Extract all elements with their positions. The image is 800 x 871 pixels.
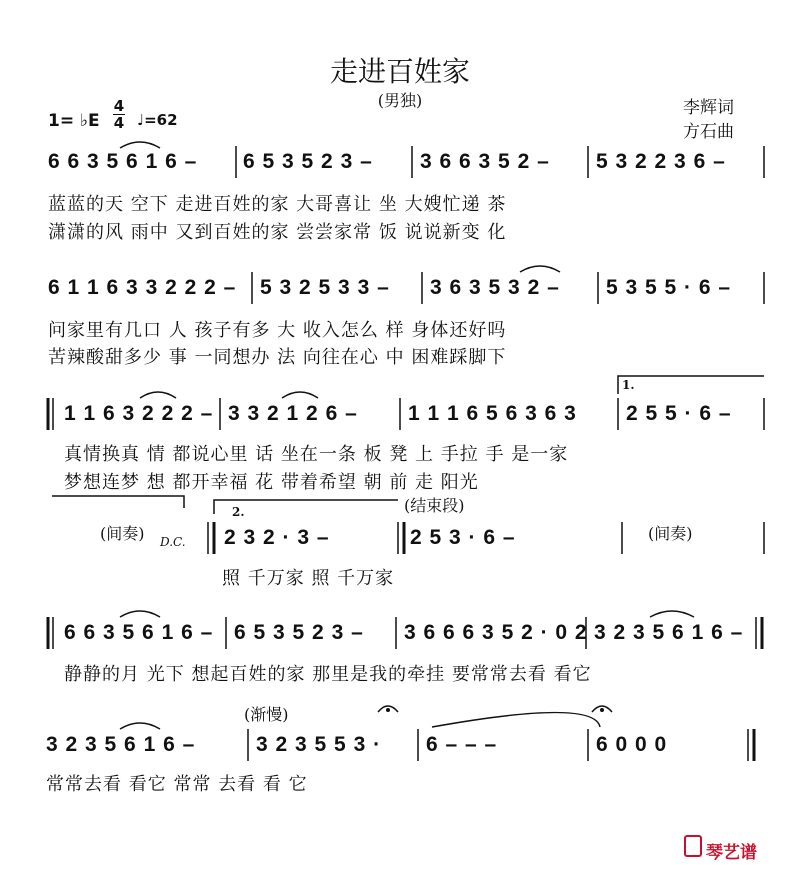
volta-2-label: 2.: [232, 505, 245, 519]
composer-credit: 方石曲: [683, 122, 734, 142]
lyric-line: 苦辣酸甜多少 事 一同想办 法 向往在心 中 困难踩脚下: [48, 347, 507, 368]
lyric-line: 照 千万家 照 千万家: [222, 568, 395, 589]
measure: 1 1 1 6 5 6 3 6 3: [408, 402, 577, 425]
measure: 3 2 3 5 5 3 ·: [256, 733, 382, 756]
lyric-line: 真情换真 情 都说心里 话 坐在一条 板 凳 上 手拉 手 是一家: [64, 444, 569, 465]
volta-bracket: [214, 500, 398, 514]
lyric-line: 梦想连梦 想 都开幸福 花 带着希望 朝 前 走 阳光: [64, 472, 479, 493]
measure: 3 6 6 6 3 5 2 · 0 2: [404, 621, 588, 644]
slur: [120, 142, 160, 148]
measure: 5 3 2 5 3 3 –: [260, 276, 390, 299]
fermata-dot: [386, 708, 390, 712]
song-title: 走进百姓家: [329, 55, 470, 88]
time-signature-bottom: 4: [113, 114, 125, 132]
measure: 6 5 3 5 2 3 –: [243, 150, 373, 173]
ending-section-label: (结束段): [404, 496, 465, 515]
measure: 3 2 3 5 6 1 6 –: [594, 621, 744, 644]
lyric-line: 蓝蓝的天 空下 走进百姓的家 大哥喜让 坐 大嫂忙递 茶: [48, 194, 507, 215]
slur: [140, 392, 176, 398]
dc-marking: D.C.: [160, 535, 186, 549]
volta-bracket: [618, 376, 764, 394]
measure: 6 6 3 5 6 1 6 –: [64, 621, 214, 644]
lyric-line: 常常去看 看它 常常 去看 看 它: [46, 774, 308, 795]
interlude-label-2: (间奏): [648, 524, 693, 543]
measure: 3 2 3 5 6 1 6 –: [46, 733, 196, 756]
key-signature: 1= ♭E: [48, 111, 100, 131]
measure: 1 1 6 3 2 2 2 –: [64, 402, 214, 425]
interlude-label: (间奏): [100, 524, 145, 543]
measure: 2 3 2 · 3 –: [224, 526, 330, 549]
tempo-marking: ♩=62: [137, 111, 178, 129]
measure: 3 3 2 1 2 6 –: [228, 402, 358, 425]
section-bracket: [52, 496, 184, 508]
slur: [120, 723, 160, 729]
measure: 6 – – –: [426, 733, 498, 756]
measure: 6 0 0 0: [596, 733, 668, 756]
lyric-line: 静静的月 光下 想起百姓的家 那里是我的牵挂 要常常去看 看它: [64, 664, 592, 685]
fermata-dot: [600, 708, 604, 712]
lyricist-credit: 李辉词: [683, 98, 734, 118]
tie: [432, 713, 600, 728]
time-signature-top: 4: [113, 97, 125, 115]
slur: [520, 266, 560, 272]
song-subtitle: (男独): [377, 91, 423, 110]
measure: 3 6 3 5 3 2 –: [430, 276, 560, 299]
lyric-line: 问家里有几口 人 孩子有多 大 收入怎么 样 身体还好吗: [48, 320, 507, 341]
measure: 5 3 5 5 · 6 –: [606, 276, 732, 299]
measure: 2 5 3 · 6 –: [410, 526, 516, 549]
watermark-text: 琴艺谱: [706, 843, 757, 863]
measure: 3 6 6 3 5 2 –: [420, 150, 550, 173]
slur: [650, 611, 694, 617]
slur: [282, 392, 318, 398]
measure: 6 5 3 5 2 3 –: [234, 621, 364, 644]
measure: 2 5 5 · 6 –: [626, 402, 732, 425]
volta-1-label: 1.: [622, 378, 635, 392]
ritardando-marking: (渐慢): [244, 705, 289, 724]
slur: [120, 611, 160, 617]
measure: 5 3 2 2 3 6 –: [596, 150, 726, 173]
measure: 6 6 3 5 6 1 6 –: [48, 150, 198, 173]
lyric-line: 潇潇的风 雨中 又到百姓的家 尝尝家常 饭 说说新变 化: [48, 222, 507, 243]
measure: 6 1 1 6 3 3 2 2 2 –: [48, 276, 237, 299]
